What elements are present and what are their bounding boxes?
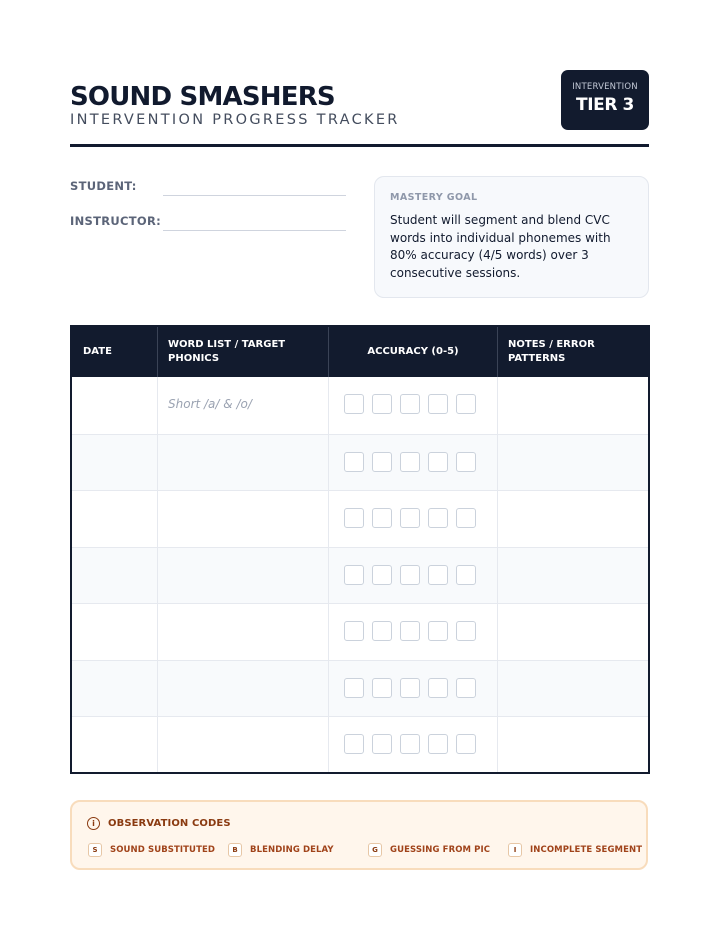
code-label: GUESSING FROM PIC — [390, 845, 491, 855]
instructor-field[interactable] — [163, 230, 346, 231]
accuracy-checkbox[interactable] — [344, 678, 364, 698]
accuracy-checkboxes — [344, 508, 476, 528]
accuracy-checkbox[interactable] — [456, 394, 476, 414]
accuracy-checkbox[interactable] — [344, 621, 364, 641]
student-label: STUDENT: — [70, 179, 137, 193]
accuracy-checkbox[interactable] — [372, 508, 392, 528]
accuracy-checkbox[interactable] — [400, 734, 420, 754]
accuracy-checkbox[interactable] — [372, 394, 392, 414]
observation-codes-title: OBSERVATION CODES — [108, 818, 231, 829]
observation-code-item — [228, 843, 334, 857]
tier-badge — [561, 70, 649, 130]
column-divider — [157, 377, 158, 772]
tier-badge-caption: INTERVENTION — [572, 82, 638, 92]
accuracy-checkbox[interactable] — [428, 621, 448, 641]
observation-code-item — [508, 843, 642, 857]
accuracy-checkbox[interactable] — [400, 394, 420, 414]
accuracy-checkbox[interactable] — [456, 508, 476, 528]
accuracy-checkbox[interactable] — [428, 452, 448, 472]
header-notes: NOTES / ERROR PATTERNS — [508, 339, 595, 364]
code-badge: G — [368, 843, 382, 857]
table-row — [72, 434, 648, 491]
column-divider — [497, 377, 498, 772]
header-word-list: WORD LIST / TARGET PHONICS — [168, 339, 286, 364]
accuracy-checkbox[interactable] — [428, 394, 448, 414]
accuracy-checkbox[interactable] — [400, 565, 420, 585]
observation-code-item — [88, 843, 215, 857]
accuracy-checkbox[interactable] — [344, 734, 364, 754]
table-header — [72, 327, 648, 377]
accuracy-checkbox[interactable] — [456, 452, 476, 472]
table-row — [72, 716, 648, 773]
page-subtitle: INTERVENTION PROGRESS TRACKER — [70, 112, 400, 128]
accuracy-checkbox[interactable] — [372, 452, 392, 472]
accuracy-checkbox[interactable] — [372, 621, 392, 641]
mastery-goal-text: Student will segment and blend CVC words into individual phonemes with 80% accuracy (4/5 words) over 3 consecutive sessions. — [390, 213, 611, 280]
accuracy-checkboxes — [344, 565, 476, 585]
accuracy-checkbox[interactable] — [344, 452, 364, 472]
accuracy-checkbox[interactable] — [344, 565, 364, 585]
page-title: SOUND SMASHERS — [70, 82, 335, 112]
tier-badge-level: TIER 3 — [576, 95, 634, 115]
accuracy-checkbox[interactable] — [400, 678, 420, 698]
column-divider — [328, 377, 329, 772]
accuracy-checkbox[interactable] — [456, 734, 476, 754]
table-row — [72, 603, 648, 660]
info-icon: i — [87, 817, 100, 830]
table-row — [72, 490, 648, 547]
student-field[interactable] — [163, 195, 346, 196]
header-accuracy: ACCURACY (0-5) — [367, 346, 459, 357]
observation-code-item — [368, 843, 490, 857]
header-date: DATE — [83, 346, 112, 357]
code-badge: B — [228, 843, 242, 857]
accuracy-checkbox[interactable] — [344, 394, 364, 414]
code-label: SOUND SUBSTITUTED — [110, 845, 216, 855]
progress-log-table — [70, 325, 650, 774]
mastery-goal-card — [374, 176, 649, 298]
header-divider — [70, 144, 649, 147]
accuracy-checkbox[interactable] — [400, 508, 420, 528]
table-row — [72, 660, 648, 717]
accuracy-checkbox[interactable] — [456, 678, 476, 698]
code-label: INCOMPLETE SEGMENT — [530, 845, 643, 855]
instructor-label: INSTRUCTOR: — [70, 214, 162, 228]
accuracy-checkbox[interactable] — [428, 565, 448, 585]
accuracy-checkbox[interactable] — [372, 734, 392, 754]
accuracy-checkbox[interactable] — [400, 621, 420, 641]
code-label: BLENDING DELAY — [250, 845, 334, 855]
accuracy-checkbox[interactable] — [456, 565, 476, 585]
accuracy-checkbox[interactable] — [372, 678, 392, 698]
accuracy-checkboxes — [344, 621, 476, 641]
word-list-cell[interactable]: Short /a/ & /o/ — [168, 397, 252, 411]
mastery-goal-title: MASTERY GOAL — [390, 192, 478, 203]
accuracy-checkbox[interactable] — [456, 621, 476, 641]
accuracy-checkboxes — [344, 394, 476, 414]
observation-codes-header — [87, 817, 231, 830]
observation-codes-panel — [70, 800, 648, 870]
accuracy-checkbox[interactable] — [400, 452, 420, 472]
accuracy-checkbox[interactable] — [428, 678, 448, 698]
table-row — [72, 377, 648, 434]
code-badge: S — [88, 843, 102, 857]
accuracy-checkboxes — [344, 678, 476, 698]
accuracy-checkbox[interactable] — [428, 734, 448, 754]
code-badge: I — [508, 843, 522, 857]
table-row — [72, 547, 648, 604]
accuracy-checkbox[interactable] — [428, 508, 448, 528]
accuracy-checkboxes — [344, 452, 476, 472]
accuracy-checkbox[interactable] — [344, 508, 364, 528]
accuracy-checkboxes — [344, 734, 476, 754]
accuracy-checkbox[interactable] — [372, 565, 392, 585]
